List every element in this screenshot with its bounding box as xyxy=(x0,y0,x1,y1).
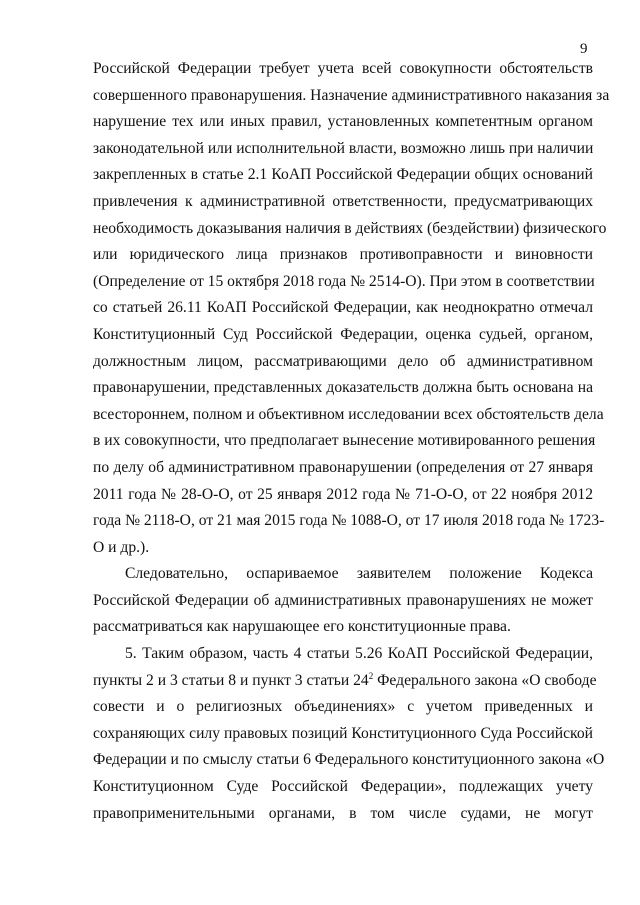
text-line: О и др.). xyxy=(93,538,150,556)
text-line: Конституционном Суде Российской Федерации», подлежащих учету xyxy=(93,778,593,796)
text-line: Российской Федерации требует учета всей совокупности обстоятельств xyxy=(93,60,593,77)
text-line: или юридического лица признаков противоправности и виновности xyxy=(93,246,593,264)
text-line: должностным лицом, рассматривающими дело об административном xyxy=(93,352,593,370)
text-line: года № 2118-О, от 21 мая 2015 года № 1088-О, от 17 июля 2018 года № 1723- xyxy=(93,512,605,530)
text-line: 5. Таким образом, часть 4 статьи 5.26 КоАП Российской Федерации, xyxy=(125,645,593,663)
text-line: Российской Федерации об административных правонарушениях не может xyxy=(93,591,593,609)
superscript: 2 xyxy=(368,670,374,681)
text-line: в их совокупности, что предполагает вынесение мотивированного решения xyxy=(93,432,596,450)
text-line: пункты 2 и 3 статьи 8 и пункт 3 статьи $24^2$ Федерального закона «О свободе xyxy=(93,670,597,689)
text-line: Федерации и по смыслу статьи 6 Федерального конституционного закона «О xyxy=(93,751,605,769)
text-line: законодательной или исполнительной власти, возможно лишь при наличии xyxy=(93,139,594,157)
text-line: рассматриваться как нарушающее его конституционные права. xyxy=(93,618,511,636)
text-line: со статьей 26.11 КоАП Российской Федерации, как неоднократно отмечал xyxy=(93,299,593,317)
page-number: 9 xyxy=(580,41,588,57)
document-body xyxy=(93,56,610,827)
text-line: правоприменительными органами, в том числе судами, не могут xyxy=(93,804,593,822)
text-line: 2011 года № 28-О-О, от 25 января 2012 года № 71-О-О, от 22 ноября 2012 xyxy=(93,485,593,503)
text-line: правонарушении, представленных доказательств должна быть основана на xyxy=(93,379,593,397)
text-line: Следовательно, оспариваемое заявителем положение Кодекса xyxy=(125,565,593,583)
text-line: закрепленных в статье 2.1 КоАП Российской Федерации общих оснований xyxy=(93,166,593,184)
text-line: (Определение от 15 октября 2018 года № 2514-О). При этом в соответствии xyxy=(93,272,595,290)
text-line: привлечения к административной ответственности, предусматривающих xyxy=(93,192,593,210)
text-line: необходимость доказывания наличия в действиях (бездействии) физического xyxy=(93,219,607,237)
text-line: Конституционный Суд Российской Федерации, оценка судьей, органом, xyxy=(93,325,593,343)
text-line: совести и о религиозных объединениях» с учетом приведенных и xyxy=(93,698,593,716)
text-line: совершенного правонарушения. Назначение административного наказания за xyxy=(93,86,610,104)
text-line: сохраняющих силу правовых позиций Конституционного Суда Российской xyxy=(93,724,593,742)
text-line: всестороннем, полном и объективном исследовании всех обстоятельств дела xyxy=(93,405,604,423)
text-line: по делу об административном правонарушении (определения от 27 января xyxy=(93,458,593,476)
text-line: нарушение тех или иных правил, установленных компетентным органом xyxy=(93,113,593,131)
